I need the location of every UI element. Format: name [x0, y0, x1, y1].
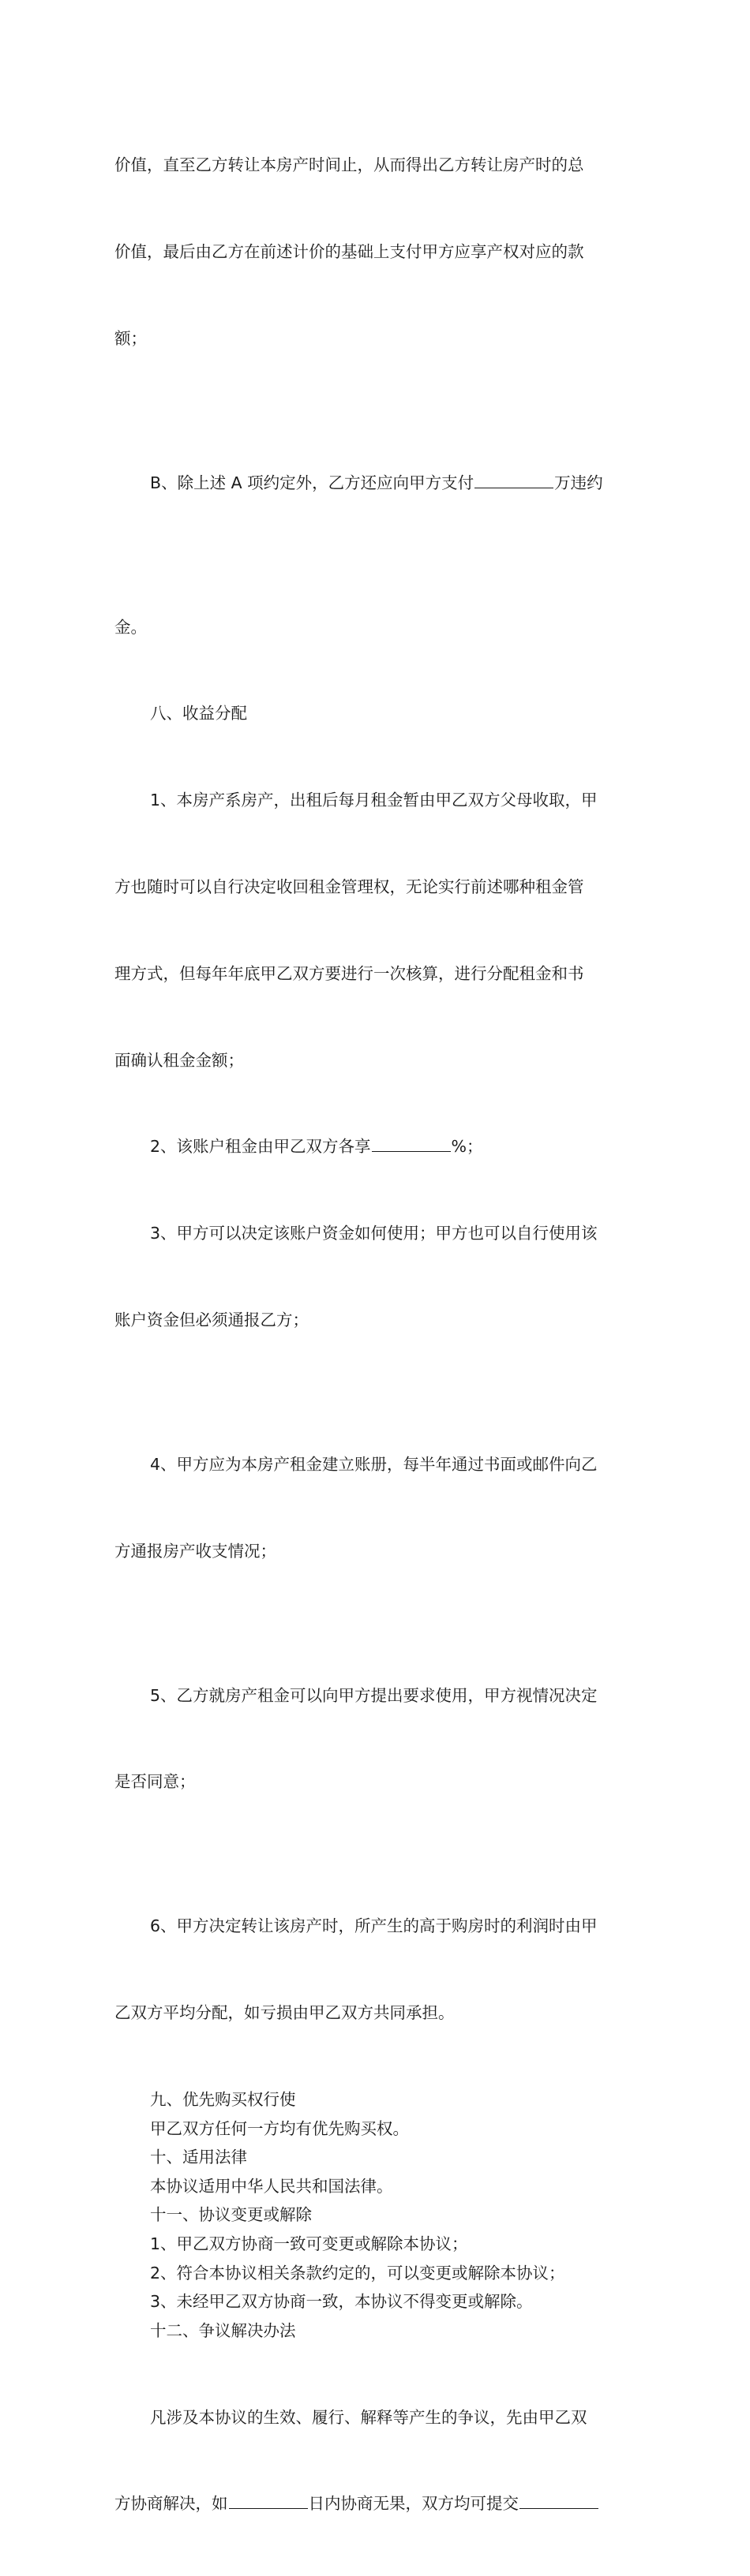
blank-days	[229, 2491, 308, 2509]
item-b-unit: 万违约	[554, 473, 603, 492]
text-line: 理方式，但每年年底甲乙双方要进行一次核算，进行分配租金和书	[114, 963, 584, 983]
item-2-unit: %；	[451, 1137, 483, 1157]
paragraph-item-b-cont	[114, 555, 639, 700]
section-heading-12: 十二、争议解决办法	[150, 2320, 296, 2340]
paragraph-8-5	[114, 1623, 639, 1854]
blank-share-percent	[372, 1134, 451, 1152]
section-heading-11: 十一、协议变更或解除	[150, 2205, 312, 2225]
text-line: 价值，最后由乙方在前述计价的基础上支付甲方应享产权对应的款	[114, 241, 584, 261]
paragraph-12	[114, 2345, 639, 2576]
paragraph-valuation	[114, 93, 639, 411]
dispute-text-a: 方协商解决，如	[114, 2494, 228, 2514]
text-line	[114, 2489, 639, 2518]
paragraph-11-2: 2、符合本协议相关条款约定的，可以变更或解除本协议；	[150, 2263, 565, 2283]
text-line: 价值，直至乙方转让本房产时间止，从而得出乙方转让房产时的总	[114, 155, 584, 175]
text-line: 额；	[114, 328, 147, 348]
text-line: 账户资金但必须通报乙方；	[114, 1310, 309, 1329]
paragraph-8-4	[114, 1393, 639, 1624]
document-page	[114, 93, 639, 2576]
blank-penalty-amount	[474, 470, 553, 488]
section-heading-8: 八、收益分配	[150, 704, 247, 723]
section-heading-9: 九、优先购买权行使	[150, 2089, 296, 2109]
text-line: 4、甲方应为本房产租金建立账册，每半年通过书面或邮件向乙	[150, 1454, 598, 1474]
text-line: 凡涉及本协议的生效、履行、解释等产生的争议，先由甲乙双	[150, 2407, 587, 2427]
text-line: 6、甲方决定转让该房产时，所产生的高于购房时的利润时由甲	[150, 1916, 598, 1936]
item-b-text: B、除上述 A 项约定外，乙方还应向甲方支付	[150, 473, 474, 492]
paragraph-11-1: 1、甲乙双方协商一致可变更或解除本协议；	[150, 2234, 468, 2253]
section-heading-10: 十、适用法律	[150, 2148, 247, 2167]
paragraph-8-2	[114, 1132, 639, 1161]
dispute-text-b: 日内协商无果，双方均可提交	[308, 2494, 519, 2514]
text-line: 面确认租金金额；	[114, 1050, 244, 1070]
blank-arbitration-body	[519, 2491, 598, 2509]
text-line: 3、甲方可以决定该账户资金如何使用；甲方也可以自行使用该	[150, 1224, 598, 1243]
text-line: 5、乙方就房产租金可以向甲方提出要求使用，甲方视情况决定	[150, 1685, 598, 1705]
paragraph-9: 甲乙双方任何一方均有优先购买权。	[150, 2118, 409, 2138]
text-line	[114, 469, 639, 498]
paragraph-8-1	[114, 728, 639, 1132]
text-line: 方通报房产收支情况；	[114, 1541, 276, 1561]
text-line: 金。	[114, 617, 147, 637]
paragraph-11-3: 3、未经甲乙双方协商一致，本协议不得变更或解除。	[150, 2292, 533, 2312]
paragraph-8-3	[114, 1161, 639, 1393]
text-line: 1、本房产系房产，出租后每月租金暂由甲乙双方父母收取，甲	[150, 791, 598, 810]
paragraph-10: 本协议适用中华人民共和国法律。	[150, 2176, 393, 2196]
text-line: 乙双方平均分配，如亏损由甲乙双方共同承担。	[114, 2003, 455, 2023]
text-line: 方也随时可以自行决定收回租金管理权，无论实行前述哪种租金管	[114, 877, 584, 897]
text-line: 是否同意；	[114, 1772, 196, 1792]
paragraph-8-6	[114, 1854, 639, 2085]
item-2-text: 2、该账户租金由甲乙双方各享	[150, 1137, 371, 1157]
paragraph-item-b	[114, 411, 639, 555]
